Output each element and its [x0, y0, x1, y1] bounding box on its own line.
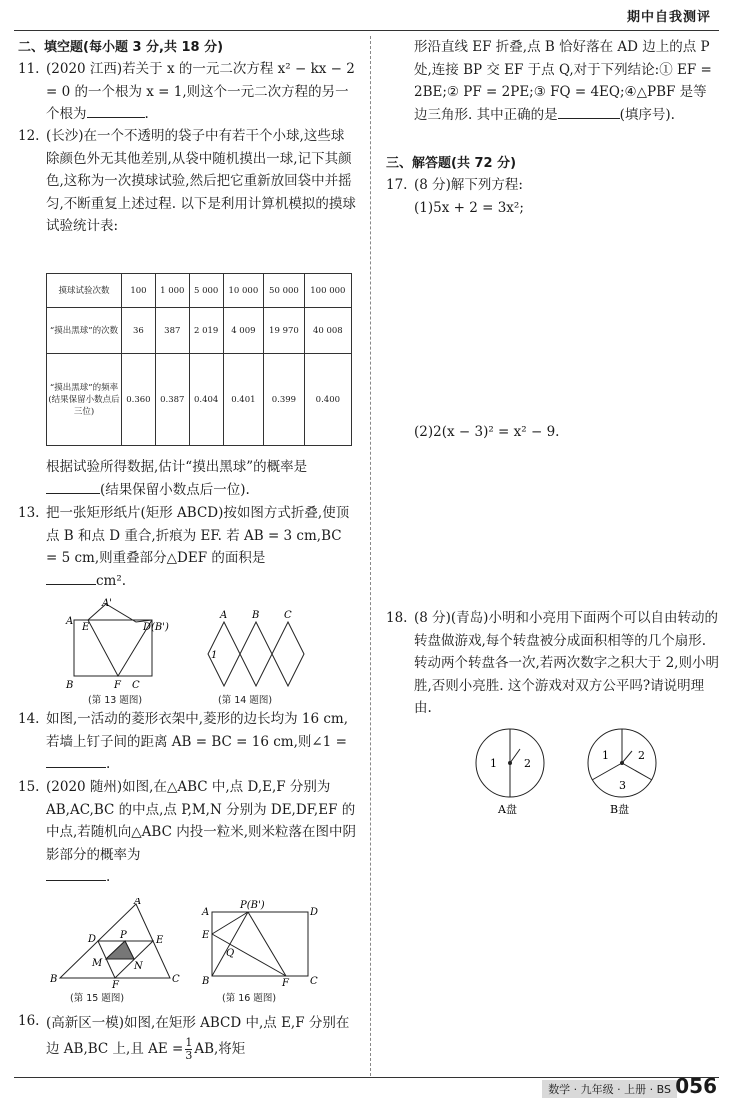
spinner-b-divider — [622, 763, 652, 780]
fig13-caption: (第 13 题图) — [88, 695, 143, 706]
q12-after — [46, 456, 356, 501]
fig15-label: F — [112, 980, 119, 988]
q18-number: 18. — [386, 610, 408, 626]
cell: 10 000 — [223, 274, 264, 308]
q14-body: 如图,一活动的菱形衣架中,菱形的边长均为 16 cm,若墙上钉子间的距离 AB = BC = 16 cm,则∠1 = — [46, 711, 348, 750]
fig16-label: F — [282, 978, 289, 986]
q15-body: (2020 随州)如图,在△ABC 中,点 D,E,F 分别为 AB,AC,BC 的中点,点 P,M,N 分别为 DE,DF,EF 的中点,若随机向△ABC 内投一粒米,则米粒落在图中阴影部分的概率为 — [46, 779, 357, 863]
fig15-caption: (第 15 题图) — [70, 993, 125, 1004]
fig16-label: D — [310, 907, 319, 918]
trial-table — [46, 273, 352, 446]
fig15-label: C — [172, 974, 180, 985]
q13-tail: cm². — [96, 572, 127, 589]
fig13-label: F — [114, 680, 121, 691]
q11-tail: . — [144, 106, 149, 122]
fig16-label: B — [202, 976, 210, 986]
spinner-b-pointer — [622, 751, 632, 763]
fig13-label: E — [82, 622, 90, 633]
spinner-a-number: 2 — [524, 757, 531, 770]
fig16-caption: (第 16 题图) — [222, 993, 277, 1004]
cell: 0.399 — [264, 354, 305, 446]
q13-number: 13. — [18, 505, 40, 521]
q15-answer-blank[interactable] — [46, 866, 106, 881]
fig13-label: B — [66, 680, 74, 691]
cell: 50 000 — [264, 274, 305, 308]
fig14-label: C — [284, 610, 292, 621]
q16-body-a: (高新区一模)如图,在矩形 ABCD 中,点 E,F 分别在边 AB,BC 上,且 AE = — [46, 1015, 350, 1057]
q17-part2: (2)2(x − 3)² = x² − 9. — [414, 424, 560, 440]
spinner-b-number: 2 — [638, 749, 645, 762]
fig16-crease-ef — [212, 934, 286, 976]
fig15-label: A — [134, 898, 142, 907]
q11-answer-blank[interactable] — [87, 103, 145, 118]
fig13-folded-flap — [88, 604, 152, 622]
cell: 0.401 — [223, 354, 264, 446]
q17-number: 17. — [386, 177, 408, 193]
fig13-label: A' — [102, 598, 112, 609]
fig15-label: B — [50, 974, 58, 985]
q12-after-body: 根据试验所得数据,估计“摸出黑球”的概率是 — [46, 459, 308, 475]
q15-number: 15. — [18, 779, 40, 795]
fig16-label: Q — [226, 948, 235, 959]
q13-answer-blank[interactable] — [46, 570, 96, 585]
fig16-segment-pe — [212, 912, 248, 934]
spinner-b-number: 1 — [602, 749, 609, 762]
q13-body: 把一张矩形纸片(矩形 ABCD)按如图方式折叠,使顶点 B 和点 D 重合,折痕为 EF. 若 AB = 3 cm,BC = 5 cm,则重叠部分△DEF 的面积是 — [46, 505, 350, 566]
q16-cont-body: 形沿直线 EF 折叠,点 B 恰好落在 AD 边上的点 P 处,连接 BP 交 EF 于点 Q,对于下列结论:① EF = 2BE;② PF = 2PE;③ FQ = 4EQ;④△PBF 是等边三角形. 其中正确的是 — [414, 39, 712, 123]
q16-continued — [414, 36, 720, 126]
spinner-a-label: A盘 — [498, 803, 517, 815]
header-rule — [14, 30, 719, 31]
q14-text — [46, 708, 356, 776]
cell: 2 019 — [189, 308, 223, 354]
q16-answer-blank[interactable] — [558, 104, 620, 119]
q16-tail: (填序号). — [619, 106, 675, 123]
q17-part1: (1)5x + 2 = 3x²; — [414, 200, 524, 216]
cell: 19 970 — [264, 308, 305, 354]
row-header-frequency: “摸出黑球”的频率(结果保留小数点后三位) — [47, 354, 122, 446]
cell: 5 000 — [189, 274, 223, 308]
cell: 4 009 — [223, 308, 264, 354]
fig15-label: E — [156, 935, 164, 946]
fig15-label: N — [134, 961, 143, 972]
fig16-label: C — [310, 976, 318, 986]
q11-body: (2020 江西)若关于 x 的一元二次方程 x² − kx − 2 = 0 的一个根为 x = 1,则这个一元二次方程的另一个根为 — [46, 61, 355, 122]
fig16-label: E — [202, 930, 210, 941]
cell: 36 — [122, 308, 156, 354]
fig15-label: D — [88, 934, 97, 945]
cell: 0.387 — [155, 354, 189, 446]
figure-16 — [200, 898, 324, 986]
fig13-label: C — [132, 680, 140, 691]
header-title: 期中自我测评 — [626, 10, 711, 25]
fig16-segment-bp — [212, 912, 248, 976]
spinner-a-pointer — [510, 749, 520, 763]
q12-text: (长沙)在一个不透明的袋子中有若干个小球,这些球除颜色外无其他差别,从袋中随机摸出一球,记下其颜色,这称为一次摸球试验,然后把它重新放回袋中并摇匀,不断重复上述过程. 以下是利用计算机模拟的摸球试验统计表: — [46, 128, 356, 234]
q11-text — [46, 58, 356, 126]
spinner-a-pivot — [508, 761, 512, 765]
spinner-b-pivot — [620, 761, 624, 765]
section-2-heading: 二、填空题(每小题 3 分,共 18 分) — [18, 40, 224, 55]
fig15-label: M — [92, 958, 103, 969]
cell: 0.404 — [189, 354, 223, 446]
figure-14 — [204, 606, 308, 692]
q16-number: 16. — [18, 1013, 40, 1029]
fig13-label: D(B') — [143, 622, 169, 633]
fig16-rectangle — [212, 912, 308, 976]
footer-badge: 数学 · 九年级 · 上册 · BS — [542, 1080, 677, 1098]
q16-fraction — [185, 1037, 192, 1062]
fig16-label: P(B') — [240, 900, 265, 911]
fig14-rhombus — [272, 622, 304, 686]
fig14-label: A — [220, 610, 228, 621]
spinner-b-divider — [592, 763, 622, 780]
q12-answer-blank[interactable] — [46, 479, 100, 494]
fig13-label: A — [66, 616, 74, 627]
spinner-b — [582, 725, 666, 815]
q13-text — [46, 502, 356, 592]
page-number: 056 — [675, 1074, 717, 1098]
figure-13 — [60, 598, 180, 694]
q15-text — [46, 776, 356, 889]
cell: 0.360 — [122, 354, 156, 446]
fig14-caption: (第 14 题图) — [218, 695, 273, 706]
cell: 40 008 — [304, 308, 351, 354]
fig14-rhombus — [240, 622, 272, 686]
cell: 0.400 — [304, 354, 351, 446]
q12-after-tail: (结果保留小数点后一位). — [100, 481, 250, 498]
q14-number: 14. — [18, 711, 40, 727]
q16-text — [46, 1010, 356, 1062]
spinner-b-label: B盘 — [610, 803, 630, 815]
cell: 100 000 — [304, 274, 351, 308]
q17-text: (8 分)解下列方程: — [414, 177, 523, 193]
fig15-shaded-region — [106, 941, 134, 959]
q14-answer-blank[interactable] — [46, 753, 106, 768]
cell: 387 — [155, 308, 189, 354]
cell: 100 — [122, 274, 156, 308]
figure-15 — [50, 898, 180, 988]
spinner-a — [470, 725, 554, 815]
q15-tail: . — [106, 869, 111, 885]
section-3-heading: 三、解答题(共 72 分) — [386, 156, 517, 171]
fig16-segment-pf — [248, 912, 286, 976]
spinner-b-number: 3 — [619, 779, 626, 792]
fig16-label: A — [202, 907, 210, 918]
fig14-label: B — [252, 610, 260, 621]
q16-frac-den: 3 — [185, 1049, 193, 1062]
fig14-label: 1 — [211, 650, 218, 661]
q12-number: 12. — [18, 128, 40, 144]
q11-number: 11. — [18, 61, 40, 77]
q14-tail: . — [106, 756, 111, 772]
fig15-label: P — [120, 930, 127, 941]
spinner-a-number: 1 — [490, 757, 497, 770]
row-header-black-count: “摸出黑球”的次数 — [47, 308, 122, 354]
q18-text: (8 分)(青岛)小明和小亮用下面两个可以自由转动的转盘做游戏,每个转盘被分成面积相等的几个扇形. 转动两个转盘各一次,若两次数字之积大于 2,则小明胜,否则小亮胜. 这个游戏对双方公平吗?请说明理由. — [414, 610, 719, 716]
row-header-trials: 摸球试验次数 — [47, 274, 122, 308]
q16-frac-num: 1 — [185, 1036, 193, 1049]
cell: 1 000 — [155, 274, 189, 308]
column-divider — [370, 36, 371, 1076]
q16-body-b: AB,将矩 — [194, 1041, 246, 1057]
